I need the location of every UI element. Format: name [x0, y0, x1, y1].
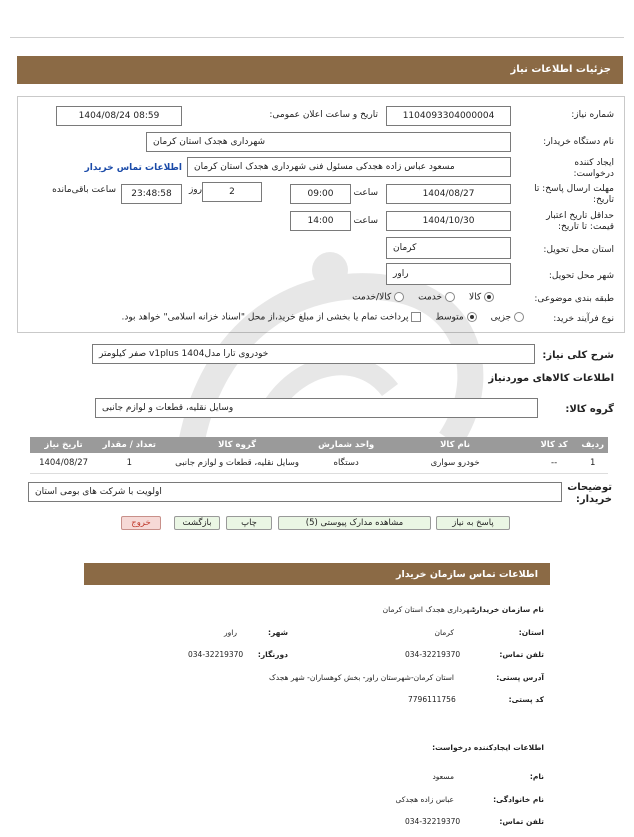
category-option-goods-service[interactable]: کالا/خدمت	[352, 292, 404, 303]
validity-time-label: ساعت	[353, 216, 378, 226]
view-documents-button[interactable]: مشاهده مدارک پیوستی (5)	[278, 516, 431, 530]
top-divider	[10, 37, 624, 38]
remaining-time-field: 23:48:58	[121, 184, 182, 204]
contact-province-value: کرمان	[434, 628, 454, 637]
buyer-contact-link[interactable]: اطلاعات تماس خریدار	[84, 163, 182, 173]
validity-label: حداقل تاریخ اعتبار قیمت: تا تاریخ:	[546, 211, 614, 232]
day-label: روز	[188, 185, 202, 195]
validity-date-field: 1404/10/30	[386, 211, 511, 231]
cell-group: وسایل نقلیه، قطعات و لوازم جانبی	[161, 453, 312, 474]
page-header	[17, 56, 623, 84]
contact-fax-value: 034-32219370	[188, 650, 244, 659]
contact-title: اطلاعات تماس سازمان خریدار	[395, 569, 538, 580]
city-label: شهر محل تحویل:	[548, 271, 614, 281]
cell-unit: دستگاه	[313, 453, 380, 474]
col-group: گروه کالا	[161, 437, 312, 453]
table-row	[30, 453, 608, 474]
contact-province-label: استان:	[518, 628, 544, 637]
checkbox-icon[interactable]	[411, 312, 421, 322]
col-name: نام کالا	[379, 437, 530, 453]
summary-label: شرح کلی نیاز:	[542, 350, 614, 361]
need-number-field: 1104093304000004	[386, 106, 511, 126]
contact-fax-label: دورنگار:	[257, 650, 288, 659]
deadline-time-field: 09:00	[290, 184, 351, 204]
buyer-notes-label: توضیحات خریدار:	[567, 482, 612, 505]
process-option-minor[interactable]: جزیی	[491, 312, 524, 323]
category-option-service[interactable]: خدمت	[418, 292, 455, 303]
cell-name: خودرو سواری	[379, 453, 530, 474]
contact-city-value: راور	[224, 628, 237, 637]
back-button[interactable]: بازگشت	[174, 516, 220, 530]
reply-button[interactable]: پاسخ به نیاز	[436, 516, 510, 530]
contact-postal-value: 7796111756	[408, 695, 456, 704]
col-row: ردیف	[577, 437, 608, 453]
radio-icon[interactable]	[514, 312, 524, 322]
radio-icon[interactable]	[445, 292, 455, 302]
process-options	[122, 312, 524, 323]
category-label: طبقه بندی موضوعی:	[534, 294, 614, 304]
cell-date: 1404/08/27	[30, 453, 97, 474]
creator-last-name-value: عباس زاده هجدکی	[395, 795, 454, 804]
deadline-label: مهلت ارسال پاسخ: تا تاریخ:	[534, 184, 614, 205]
contact-address-label: آدرس پستی:	[496, 673, 544, 682]
province-label: استان محل تحویل:	[543, 245, 614, 255]
col-qty: تعداد / مقدار	[97, 437, 161, 453]
contact-header	[84, 563, 550, 585]
need-number-label: شماره نیاز:	[571, 110, 614, 120]
buyer-org-label: نام دستگاه خریدار:	[543, 137, 614, 147]
creator-label: ایجاد کننده درخواست:	[573, 158, 614, 179]
category-option-goods[interactable]: کالا	[469, 292, 494, 303]
print-button[interactable]: چاپ	[226, 516, 272, 530]
announce-label: تاریخ و ساعت اعلان عمومی:	[269, 110, 378, 120]
items-section-title: اطلاعات کالاهای موردنیاز	[488, 373, 614, 384]
contact-phone-value: 034-32219370	[405, 650, 461, 659]
deadline-time-label: ساعت	[353, 188, 378, 198]
deadline-date-field: 1404/08/27	[386, 184, 511, 204]
summary-field: خودروی تارا مدلv1plus 1404 صفر کیلومتر	[92, 344, 535, 364]
creator-field: مسعود عباس زاده هجدکی مسئول فنی شهرداری هجدک استان کرمان	[187, 157, 511, 177]
contact-address-value: استان کرمان-شهرستان راور- بخش کوهساران- شهر هجدک	[269, 673, 454, 682]
announce-field: 1404/08/24 08:59	[56, 106, 182, 126]
contact-org-value: شهرداری هجدک استان کرمان	[382, 605, 476, 614]
remaining-label: ساعت باقی‌مانده	[52, 185, 116, 195]
radio-icon[interactable]	[467, 312, 477, 322]
contact-city-label: شهر:	[268, 628, 288, 637]
creator-last-name-label: نام خانوادگی:	[493, 795, 544, 804]
buyer-notes-field: اولویت با شرکت های بومی استان	[28, 482, 562, 502]
items-table-header	[30, 437, 608, 453]
city-field: راور	[386, 263, 511, 285]
contact-org-label: نام سازمان خریدار:	[472, 605, 544, 614]
process-option-medium[interactable]: متوسط	[435, 312, 476, 323]
days-left-field: 2	[202, 182, 262, 202]
process-label: نوع فرآیند خرید:	[553, 314, 614, 324]
buyer-org-field: شهرداری هجدک استان کرمان	[146, 132, 511, 152]
col-date: تاریخ نیاز	[30, 437, 97, 453]
creator-phone-label: تلفن تماس:	[499, 817, 544, 826]
exit-button[interactable]: خروج	[121, 516, 161, 530]
contact-postal-label: کد پستی:	[508, 695, 544, 704]
creator-phone-value: 034-32219370	[405, 817, 461, 826]
contact-phone-label: تلفن تماس:	[499, 650, 544, 659]
creator-first-name-value: مسعود	[432, 772, 454, 781]
validity-time-field: 14:00	[290, 211, 351, 231]
col-code: کد کالا	[531, 437, 578, 453]
page-title: جزئیات اطلاعات نیاز	[510, 64, 611, 75]
creator-first-name-label: نام:	[529, 772, 544, 781]
radio-icon[interactable]	[484, 292, 494, 302]
category-options	[352, 292, 494, 303]
province-field: کرمان	[386, 237, 511, 259]
cell-code: --	[531, 453, 578, 474]
treasury-option[interactable]: پرداخت تمام یا بخشی از مبلغ خرید،از محل "اسناد خزانه اسلامی" خواهد بود.	[122, 312, 422, 323]
col-unit: واحد شمارش	[313, 437, 380, 453]
cell-row: 1	[577, 453, 608, 474]
radio-icon[interactable]	[394, 292, 404, 302]
cell-qty: 1	[97, 453, 161, 474]
creator-info-title: اطلاعات ایجادکننده درخواست:	[432, 743, 544, 752]
items-table	[30, 437, 608, 474]
group-label: گروه کالا:	[565, 404, 614, 415]
group-field: وسایل نقلیه، قطعات و لوازم جانبی	[95, 398, 538, 418]
